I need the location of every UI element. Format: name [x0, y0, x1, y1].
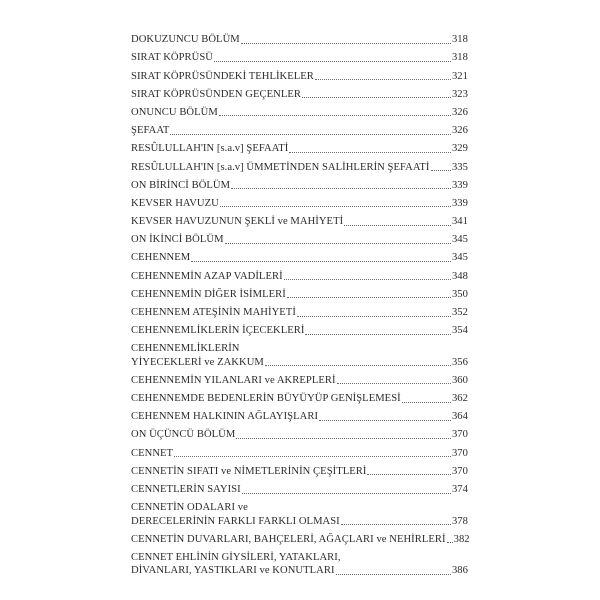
dot-leader	[447, 541, 453, 543]
toc-entry-page: 364	[451, 411, 468, 423]
toc-entry-title: SIRAT KÖPRÜSÜ	[131, 52, 213, 64]
dot-leader	[287, 296, 451, 298]
toc-entry-title: ON ÜÇÜNCÜ BÖLÜM	[131, 429, 236, 441]
toc-entry-title: SIRAT KÖPRÜSÜNDEN GEÇENLER	[131, 88, 302, 100]
toc-entry	[131, 246, 468, 264]
dot-leader	[402, 401, 451, 403]
toc-entry	[131, 319, 468, 337]
toc-entry-page: 321	[451, 70, 468, 82]
toc-entry-title: CEHENNEM	[131, 252, 191, 264]
toc-entry	[131, 101, 468, 119]
toc-entry	[131, 405, 468, 423]
toc-entry-page: 386	[451, 565, 468, 577]
toc-entry-title: RESÛLULLAH'IN [s.a.v] ŞEFAATİ	[131, 143, 289, 155]
toc-entry-title: CEHENNEM HALKININ AĞLAYIŞLARI	[131, 411, 319, 423]
toc-entry	[131, 264, 468, 282]
toc-entry-title: CEHENNEMİN YILANLARI ve AKREPLERİ	[131, 374, 336, 386]
toc-entry-page: 352	[451, 307, 468, 318]
dot-leader	[225, 242, 451, 244]
toc-entry-page: 318	[451, 52, 468, 64]
toc-entry	[131, 460, 468, 478]
toc-entry-page: 356	[451, 356, 468, 368]
dot-leader	[174, 455, 451, 457]
toc-entry-page: 370	[451, 429, 468, 441]
toc-entry-title: CENNETİN DUVARLARI, BAHÇELERİ, AĞAÇLARI ve NEHİRLERİ	[131, 533, 446, 545]
toc-entry-page: 370	[451, 465, 468, 477]
toc-entry-page: 370	[451, 447, 468, 459]
toc-entry-page: 339	[451, 197, 468, 209]
table-of-contents	[131, 28, 468, 577]
dot-leader	[231, 187, 451, 189]
toc-entry-title: CEHENNEMİN DİĞER İSİMLERİ	[131, 288, 286, 300]
dot-leader	[336, 573, 451, 575]
dot-leader	[344, 224, 451, 226]
toc-entry	[131, 174, 468, 192]
toc-entry-title: KEVSER HAVUZU	[131, 197, 219, 209]
toc-entry-page: 326	[451, 125, 468, 137]
toc-entry-page: 341	[451, 216, 468, 228]
toc-entry	[131, 496, 468, 528]
toc-entry	[131, 155, 468, 173]
toc-entry-title-line1: CENNET EHLİNİN GİYSİLERİ, YATAKLARI,	[131, 551, 341, 563]
toc-entry	[131, 46, 468, 64]
toc-entry-page: 382	[453, 533, 470, 545]
toc-entry	[131, 387, 468, 405]
dot-leader	[315, 78, 451, 80]
toc-entry	[131, 369, 468, 387]
toc-entry-page: 345	[451, 234, 468, 246]
toc-entry	[131, 210, 468, 228]
dot-leader	[305, 333, 450, 335]
toc-entry	[131, 192, 468, 210]
dot-leader	[170, 133, 451, 135]
toc-entry-page: 348	[451, 270, 468, 282]
toc-entry	[131, 228, 468, 246]
dot-leader	[367, 473, 450, 475]
toc-entry	[131, 423, 468, 441]
dot-leader	[220, 205, 451, 207]
toc-entry	[131, 337, 468, 369]
toc-entry-page: 323	[451, 88, 468, 100]
dot-leader	[219, 114, 451, 116]
toc-entry-page: 318	[451, 34, 468, 46]
toc-entry-title: ŞEFAAT	[131, 125, 170, 137]
toc-entry-title: CEHENNEMİN AZAP VADİLERİ	[131, 270, 283, 282]
dot-leader	[214, 60, 451, 62]
dot-leader	[297, 315, 451, 317]
toc-entry	[131, 283, 468, 301]
toc-entry-title: ON BİRİNCİ BÖLÜM	[131, 179, 231, 191]
toc-entry	[131, 119, 468, 137]
toc-entry-title: CENNET	[131, 447, 174, 459]
dot-leader	[191, 260, 451, 262]
toc-entry-title: RESÛLULLAH'IN [s.a.v] ÜMMETİNDEN SALİHLERİN ŞEFAATİ	[131, 161, 430, 173]
dot-leader	[265, 364, 451, 366]
toc-entry-page: 335	[451, 161, 468, 173]
dot-leader	[302, 96, 451, 98]
toc-entry-title: DOKUZUNCU BÖLÜM	[131, 34, 240, 46]
toc-entry	[131, 28, 468, 46]
toc-entry-page: 345	[451, 252, 468, 264]
toc-entry-title: YİYECEKLERİ ve ZAKKUM	[131, 356, 264, 368]
toc-entry-title-line1: CEHENNEMLİKLERİN	[131, 343, 240, 355]
dot-leader	[284, 278, 451, 280]
toc-entry-title: CENNETLERİN SAYISI	[131, 484, 241, 495]
toc-entry-title: CEHENNEMLİKLERİN İÇECEKLERİ	[131, 325, 305, 337]
toc-entry	[131, 137, 468, 155]
toc-entry-title-line1: CENNETİN ODALARI ve	[131, 502, 248, 513]
dot-leader	[431, 169, 451, 171]
toc-entry-page: 354	[451, 325, 468, 337]
dot-leader	[337, 382, 451, 384]
toc-entry-title: DERECELERİNİN FARKLI FARKLI OLMASI	[131, 515, 340, 527]
dot-leader	[241, 42, 451, 44]
toc-entry-page: 378	[451, 515, 468, 527]
dot-leader	[242, 492, 451, 494]
dot-leader	[319, 419, 451, 421]
dot-leader	[236, 437, 451, 439]
toc-entry	[131, 301, 468, 319]
toc-entry-title: ON İKİNCİ BÖLÜM	[131, 234, 224, 246]
dot-leader	[289, 151, 451, 153]
toc-entry	[131, 478, 468, 496]
toc-entry-title: CENNETİN SIFATI ve NİMETLERİNİN ÇEŞİTLERİ	[131, 465, 367, 477]
toc-entry-title: CEHENNEM ATEŞİNİN MAHİYETİ	[131, 307, 296, 318]
toc-entry	[131, 64, 468, 82]
toc-entry-title: DİVANLARI, YASTIKLARI ve KONUTLARI	[131, 565, 335, 577]
toc-entry	[131, 528, 468, 546]
toc-entry-title: KEVSER HAVUZUNUN ŞEKLİ ve MAHİYETİ	[131, 216, 344, 228]
toc-entry-page: 339	[451, 179, 468, 191]
toc-entry-title: CEHENNEMDE BEDENLERİN BÜYÜYÜP GENİŞLEMESİ	[131, 393, 401, 405]
toc-entry-page: 326	[451, 106, 468, 118]
toc-entry	[131, 546, 468, 578]
toc-entry-page: 362	[451, 393, 468, 405]
toc-entry-page: 350	[451, 288, 468, 300]
toc-entry-title: SIRAT KÖPRÜSÜNDEKİ TEHLİKELER	[131, 70, 314, 82]
toc-entry-page: 360	[451, 374, 468, 386]
toc-entry-page: 374	[451, 484, 468, 495]
toc-entry-title: ONUNCU BÖLÜM	[131, 106, 218, 118]
toc-entry-page: 329	[451, 143, 468, 155]
toc-entry	[131, 83, 468, 101]
dot-leader	[341, 523, 451, 525]
toc-entry	[131, 441, 468, 459]
